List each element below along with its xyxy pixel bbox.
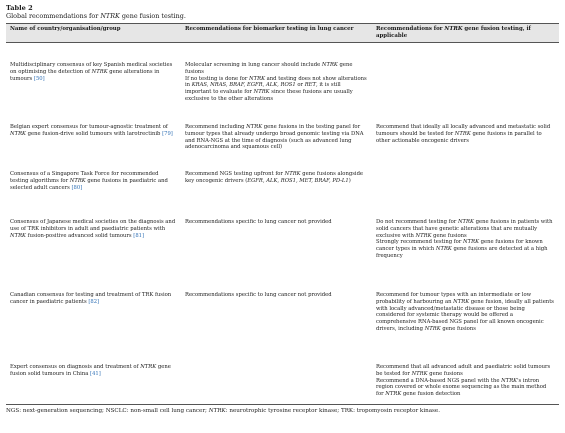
lung-text: Recommendations specific to lung cancer not provided — [185, 291, 332, 298]
ntrk-text: gene fusions in patients with solid cancers that have genetic alterations that are mutually exclusive with — [376, 218, 553, 239]
lung-gene: NTRK — [284, 170, 301, 177]
table-header-row — [6, 24, 559, 43]
table-label: Table 2 — [6, 4, 33, 12]
lung-text: Recommendations specific to lung cancer not provided — [185, 218, 332, 225]
ntrk-paragraph — [376, 364, 555, 378]
cell-ntrk-recommendation — [372, 352, 559, 405]
header-lung-testing: Recommendations for biomarker testing in lung cancer — [181, 24, 372, 43]
organisation-text: gene fusion-drive solid tumours with larotrectinib — [25, 130, 163, 137]
document-page — [6, 4, 559, 415]
lung-gene: NTRK — [321, 61, 338, 68]
ntrk-text: Strongly recommend testing for — [376, 239, 464, 246]
lung-paragraph — [185, 292, 368, 299]
reference-link[interactable]: [82] — [88, 298, 100, 305]
ntrk-text: gene fusions — [431, 232, 467, 239]
lung-text: Recommend including — [185, 123, 247, 130]
organisation-text: gene alterations in tumours — [10, 68, 160, 82]
cell-organisation — [6, 115, 181, 161]
ntrk-gene: NTRK — [435, 246, 452, 253]
ntrk-text: gene fusions for known cancer types in which — [376, 239, 543, 253]
lung-paragraph — [185, 171, 368, 185]
lung-text: gene fusions — [185, 61, 353, 75]
organisation-text: fusion-positive advanced solid tumours — [25, 232, 134, 239]
ntrk-gene: NTRK — [415, 232, 432, 239]
lung-paragraph — [185, 76, 368, 103]
lung-gene-list: KRAS, NRAS, BRAF, EGFR, ALK, ROS1 — [191, 82, 296, 89]
ntrk-text: Recommend that ideally all locally advanced and metastatic solid tumours should be tested for — [376, 123, 551, 137]
header-ntrk-testing — [372, 24, 559, 43]
cell-ntrk-recommendation — [372, 42, 559, 115]
ntrk-text: gene fusions are detected at a high frequency — [376, 246, 548, 260]
ntrk-text: gene fusions in parallel to other actionable oncogenic drivers — [376, 130, 542, 144]
lung-gene: NTRK — [249, 75, 265, 82]
cell-organisation — [6, 208, 181, 280]
reference-link[interactable]: [81] — [133, 232, 145, 239]
cell-organisation — [6, 42, 181, 115]
ntrk-gene: NTRK — [501, 377, 518, 384]
table-caption — [6, 12, 559, 20]
organisation-text: Belgian expert consensus for tumour-agnostic treatment of — [10, 123, 168, 130]
ntrk-text: Recommend a DNA-based NGS panel with the — [376, 377, 502, 384]
lung-text: Molecular screening in lung cancer should include — [185, 61, 322, 68]
header-organisation: Name of country/organisation/group — [6, 24, 181, 43]
table-row — [6, 42, 559, 115]
reference-link[interactable]: [80] — [71, 184, 83, 191]
organisation-gene: NTRK — [10, 130, 26, 137]
cell-organisation — [6, 352, 181, 405]
ntrk-gene: NTRK — [454, 130, 471, 137]
ntrk-gene: NTRK — [385, 391, 402, 398]
ntrk-gene: NTRK — [453, 298, 470, 305]
ntrk-paragraph — [376, 124, 555, 145]
table-row — [6, 208, 559, 280]
cell-lung-recommendation — [181, 161, 372, 208]
lung-text: , it is still important to evaluate for — [185, 82, 341, 96]
organisation-text: Consensus of a Singapore Task Force for recommended testing algorithms for — [10, 170, 159, 184]
cell-lung-recommendation — [181, 280, 372, 352]
reference-link[interactable]: [79] — [162, 130, 173, 137]
header-gene: NTRK — [444, 26, 463, 32]
lung-text: If no testing is done for — [185, 75, 250, 82]
caption-gene: NTRK — [100, 12, 120, 20]
lung-text: gene fusions in the testing panel for tumour types that already undergo broad genomic testing via DNA and RNA-NGS at the time of diagnosis (such as advanced lung adenocarcinoma and squamous cell) — [185, 123, 364, 151]
lung-text: since these fusions are usually exclusive to the other alterations — [185, 89, 353, 103]
organisation-gene: NTRK — [140, 363, 157, 370]
organisation-text: gene fusion solid tumours in China — [10, 363, 171, 377]
cell-ntrk-recommendation — [372, 115, 559, 161]
organisation-gene: NTRK — [91, 68, 108, 75]
cell-lung-recommendation — [181, 42, 372, 115]
header-ntrk-post: gene fusion testing, if applicable — [376, 26, 531, 39]
lung-text: or — [295, 82, 305, 89]
lung-gene-list: EGFR, ALK, ROS1, MET, BRAF, PD-L1 — [247, 177, 349, 184]
organisation-text: Multidisciplinary consensus of key Spanish medical societies on optimising the detection of — [10, 61, 173, 75]
lung-gene: NTRK — [246, 123, 263, 130]
organisation-text: Canadian consensus for testing and treatment of TRK fusion cancer in paediatric patients — [10, 291, 172, 305]
cell-ntrk-recommendation — [372, 208, 559, 280]
ntrk-text: gene fusion, ideally all patients with locally advanced/metastatic disease or those being considered for systemic therapy would be offered a comprehensive RNA-based NGS panel for all known oncogenic drivers, including — [376, 298, 554, 333]
caption-text-end: gene fusion testing. — [119, 12, 186, 20]
organisation-gene: NTRK — [10, 232, 26, 239]
cell-organisation — [6, 280, 181, 352]
lung-gene: NTRK — [253, 89, 270, 96]
footnote-part-1: NGS: next-generation sequencing; NSCLC: non-small cell lung cancer; — [6, 407, 209, 414]
ntrk-paragraph — [376, 219, 555, 240]
ntrk-text: Recommend for tumour types with an intermediate or low probability of harbouring an — [376, 291, 532, 305]
cell-organisation — [6, 161, 181, 208]
ntrk-paragraph — [376, 239, 555, 260]
header-ntrk-pre: Recommendations for — [376, 26, 445, 32]
ntrk-gene: NTRK — [457, 218, 474, 225]
table-row — [6, 280, 559, 352]
cell-ntrk-recommendation — [372, 280, 559, 352]
reference-link[interactable]: [41] — [90, 370, 101, 377]
table-footnote — [6, 408, 559, 415]
organisation-text: gene fusions in paediatric and selected adult cancers — [10, 177, 168, 191]
ntrk-gene: NTRK — [424, 326, 441, 333]
table-row — [6, 352, 559, 405]
ntrk-gene: NTRK — [411, 370, 428, 377]
ntrk-paragraph — [376, 292, 555, 333]
ntrk-text: Recommend that all advanced adult and paediatric solid tumours be tested for — [376, 363, 551, 377]
footnote-part-2: : neurotrophic tyrosine receptor kinase; TRK: tropomyosin receptor kinase. — [225, 407, 441, 414]
lung-text: gene fusions alongside key oncogenic drivers ( — [185, 170, 364, 184]
ntrk-text: Do not recommend testing for — [376, 218, 458, 225]
lung-text: Recommend NGS testing upfront for — [185, 170, 285, 177]
lung-paragraph — [185, 124, 368, 151]
ntrk-gene: NTRK — [463, 239, 480, 246]
ntrk-text: 's intron region covered or whole exome sequencing as the main method for — [376, 377, 547, 398]
lung-text: and testing does not show alterations in — [185, 75, 367, 89]
table-row — [6, 161, 559, 208]
ntrk-text: gene fusions — [440, 326, 476, 333]
ntrk-paragraph — [376, 378, 555, 399]
lung-paragraph — [185, 62, 368, 76]
lung-gene: RET — [304, 82, 317, 89]
organisation-gene: NTRK — [69, 177, 86, 184]
lung-text: ) — [348, 177, 351, 184]
ntrk-text: gene fusion detection — [401, 391, 461, 398]
cell-lung-recommendation — [181, 352, 372, 405]
cell-ntrk-recommendation — [372, 161, 559, 208]
caption-text: Global recommendations for — [6, 12, 101, 20]
reference-link[interactable]: [50] — [33, 75, 45, 82]
table-row — [6, 115, 559, 161]
lung-paragraph — [185, 219, 368, 226]
footnote-gene: NTRK — [208, 407, 226, 414]
ntrk-text: gene fusions — [427, 370, 463, 377]
organisation-text: Expert consensus on diagnosis and treatment of — [10, 363, 141, 370]
organisation-text: Consensus of Japanese medical societies on the diagnosis and use of TRK inhibitors in adult and paediatric patients with — [10, 218, 176, 232]
recommendations-table — [6, 23, 559, 405]
cell-lung-recommendation — [181, 208, 372, 280]
cell-lung-recommendation — [181, 115, 372, 161]
